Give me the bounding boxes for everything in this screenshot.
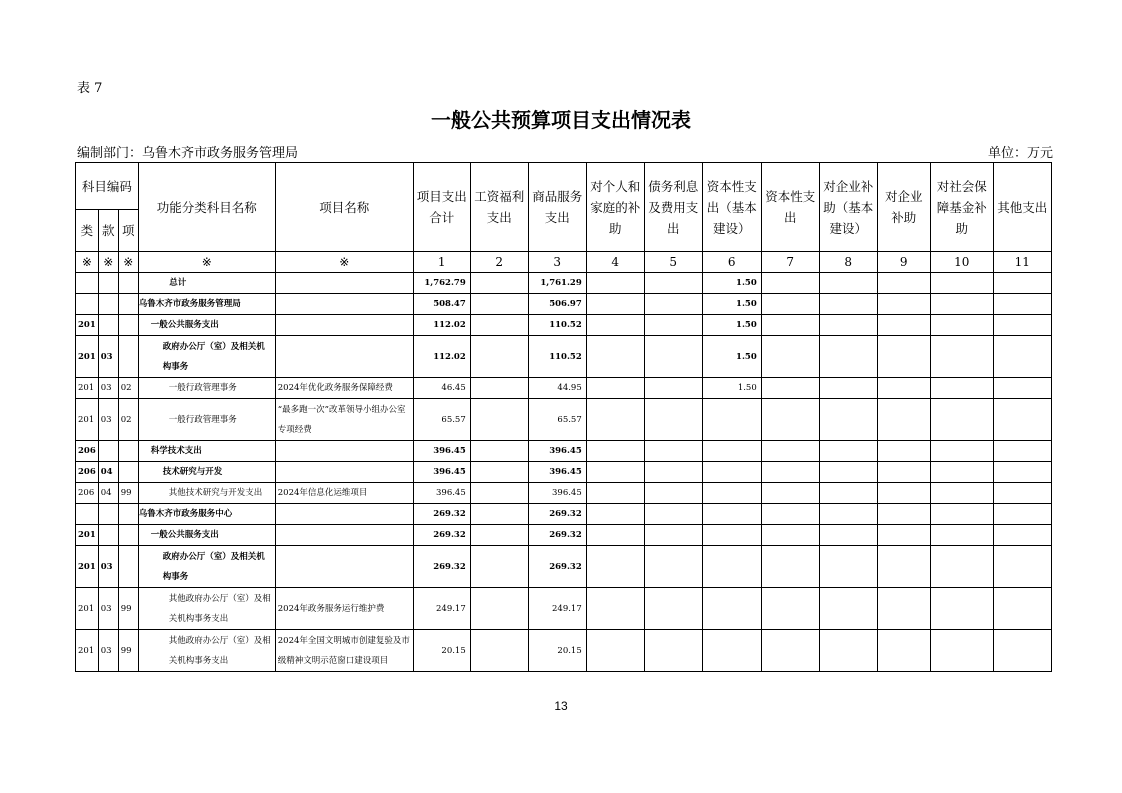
kuan-cell xyxy=(98,273,118,294)
symbol-cell: 9 xyxy=(877,252,930,273)
value-cell-4 xyxy=(586,294,644,315)
func-name-cell: 其他技术研究与开发支出 xyxy=(138,483,275,504)
value-cell-10 xyxy=(930,588,993,630)
table-row xyxy=(76,336,1052,378)
value-cell-9 xyxy=(877,525,930,546)
value-cell-4 xyxy=(586,588,644,630)
table-row xyxy=(76,504,1052,525)
col8-header: 对企业补助（基本建设） xyxy=(819,163,877,252)
value-cell-6 xyxy=(702,462,761,483)
table-row xyxy=(76,483,1052,504)
lei-cell: 206 xyxy=(76,462,99,483)
value-cell-5 xyxy=(644,483,702,504)
col10-header: 对社会保障基金补助 xyxy=(930,163,993,252)
col1-header: 项目支出合计 xyxy=(413,163,470,252)
xiang-cell xyxy=(118,336,138,378)
value-cell-9 xyxy=(877,483,930,504)
col11-header: 其他支出 xyxy=(993,163,1051,252)
func-name-cell: 一般行政管理事务 xyxy=(138,378,275,399)
value-cell-2 xyxy=(470,294,528,315)
symbol-cell: 4 xyxy=(586,252,644,273)
table-row xyxy=(76,546,1052,588)
table-row xyxy=(76,315,1052,336)
value-cell-2 xyxy=(470,378,528,399)
value-cell-11 xyxy=(993,336,1051,378)
value-cell-3: 65.57 xyxy=(528,399,586,441)
table-row xyxy=(76,378,1052,399)
col2-header: 工资福利支出 xyxy=(470,163,528,252)
value-cell-10 xyxy=(930,336,993,378)
value-cell-10 xyxy=(930,630,993,672)
value-cell-11 xyxy=(993,462,1051,483)
value-cell-10 xyxy=(930,399,993,441)
value-cell-7 xyxy=(761,630,819,672)
kuan-header: 款 xyxy=(98,210,118,252)
value-cell-11 xyxy=(993,399,1051,441)
value-cell-3: 110.52 xyxy=(528,315,586,336)
value-cell-2 xyxy=(470,525,528,546)
value-cell-5 xyxy=(644,378,702,399)
lei-cell: 201 xyxy=(76,336,99,378)
value-cell-9 xyxy=(877,462,930,483)
kuan-cell xyxy=(98,294,118,315)
value-cell-7 xyxy=(761,294,819,315)
value-cell-1: 269.32 xyxy=(413,525,470,546)
xiang-header: 项 xyxy=(118,210,138,252)
value-cell-8 xyxy=(819,336,877,378)
kuan-cell xyxy=(98,315,118,336)
value-cell-6: 1.50 xyxy=(702,294,761,315)
value-cell-10 xyxy=(930,546,993,588)
xiang-cell: 99 xyxy=(118,588,138,630)
value-cell-4 xyxy=(586,630,644,672)
func-name-cell: 政府办公厅（室）及相关机构事务 xyxy=(138,546,275,588)
lei-cell: 201 xyxy=(76,399,99,441)
value-cell-1: 20.15 xyxy=(413,630,470,672)
code-group-header: 科目编码 xyxy=(76,163,139,210)
value-cell-5 xyxy=(644,588,702,630)
func-name-cell: 一般行政管理事务 xyxy=(138,399,275,441)
value-cell-2 xyxy=(470,546,528,588)
value-cell-2 xyxy=(470,483,528,504)
func-name-cell: 其他政府办公厅（室）及相关机构事务支出 xyxy=(138,630,275,672)
value-cell-6: 1.50 xyxy=(702,378,761,399)
value-cell-10 xyxy=(930,504,993,525)
col3-header: 商品服务支出 xyxy=(528,163,586,252)
value-cell-8 xyxy=(819,273,877,294)
value-cell-11 xyxy=(993,483,1051,504)
value-cell-1: 396.45 xyxy=(413,441,470,462)
value-cell-8 xyxy=(819,525,877,546)
lei-cell: 201 xyxy=(76,315,99,336)
xiang-cell: 02 xyxy=(118,399,138,441)
xiang-cell xyxy=(118,315,138,336)
value-cell-2 xyxy=(470,504,528,525)
table-row xyxy=(76,399,1052,441)
value-cell-7 xyxy=(761,441,819,462)
value-cell-4 xyxy=(586,462,644,483)
proj-name-cell: “最多跑一次”改革领导小组办公室专项经费 xyxy=(275,399,413,441)
kuan-cell: 03 xyxy=(98,546,118,588)
value-cell-7 xyxy=(761,462,819,483)
xiang-cell: 99 xyxy=(118,483,138,504)
value-cell-3: 269.32 xyxy=(528,504,586,525)
lei-cell: 206 xyxy=(76,441,99,462)
value-cell-9 xyxy=(877,441,930,462)
page-number: 13 xyxy=(554,699,568,713)
value-cell-5 xyxy=(644,462,702,483)
value-cell-11 xyxy=(993,441,1051,462)
value-cell-8 xyxy=(819,630,877,672)
value-cell-8 xyxy=(819,378,877,399)
value-cell-6 xyxy=(702,441,761,462)
value-cell-5 xyxy=(644,336,702,378)
value-cell-5 xyxy=(644,294,702,315)
value-cell-5 xyxy=(644,399,702,441)
xiang-cell: 02 xyxy=(118,378,138,399)
value-cell-9 xyxy=(877,588,930,630)
value-cell-4 xyxy=(586,483,644,504)
value-cell-5 xyxy=(644,441,702,462)
value-cell-10 xyxy=(930,441,993,462)
value-cell-8 xyxy=(819,546,877,588)
xiang-cell xyxy=(118,504,138,525)
symbol-cell: 6 xyxy=(702,252,761,273)
proj-name-cell xyxy=(275,525,413,546)
value-cell-7 xyxy=(761,378,819,399)
lei-cell: 201 xyxy=(76,378,99,399)
value-cell-7 xyxy=(761,504,819,525)
func-name-cell: 科学技术支出 xyxy=(138,441,275,462)
value-cell-8 xyxy=(819,588,877,630)
func-name-cell: 一般公共服务支出 xyxy=(138,525,275,546)
value-cell-11 xyxy=(993,315,1051,336)
value-cell-3: 269.32 xyxy=(528,546,586,588)
value-cell-3: 1,761.29 xyxy=(528,273,586,294)
value-cell-9 xyxy=(877,546,930,588)
value-cell-6 xyxy=(702,546,761,588)
value-cell-10 xyxy=(930,378,993,399)
value-cell-11 xyxy=(993,525,1051,546)
value-cell-5 xyxy=(644,273,702,294)
value-cell-8 xyxy=(819,462,877,483)
lei-cell: 201 xyxy=(76,588,99,630)
lei-header: 类 xyxy=(76,210,99,252)
value-cell-9 xyxy=(877,294,930,315)
value-cell-7 xyxy=(761,588,819,630)
value-cell-9 xyxy=(877,399,930,441)
value-cell-8 xyxy=(819,315,877,336)
value-cell-9 xyxy=(877,378,930,399)
value-cell-9 xyxy=(877,336,930,378)
value-cell-11 xyxy=(993,378,1051,399)
value-cell-3: 506.97 xyxy=(528,294,586,315)
table-body xyxy=(76,273,1052,672)
symbol-cell: 2 xyxy=(470,252,528,273)
value-cell-3: 20.15 xyxy=(528,630,586,672)
value-cell-10 xyxy=(930,462,993,483)
kuan-cell: 03 xyxy=(98,336,118,378)
symbol-cell: 3 xyxy=(528,252,586,273)
value-cell-1: 112.02 xyxy=(413,315,470,336)
value-cell-6 xyxy=(702,588,761,630)
value-cell-8 xyxy=(819,294,877,315)
value-cell-3: 396.45 xyxy=(528,483,586,504)
value-cell-6 xyxy=(702,504,761,525)
value-cell-7 xyxy=(761,336,819,378)
value-cell-5 xyxy=(644,315,702,336)
symbol-cell: ※ xyxy=(138,252,275,273)
value-cell-5 xyxy=(644,630,702,672)
xiang-cell xyxy=(118,441,138,462)
proj-name-header: 项目名称 xyxy=(275,163,413,252)
value-cell-4 xyxy=(586,546,644,588)
value-cell-10 xyxy=(930,294,993,315)
xiang-cell xyxy=(118,525,138,546)
func-name-cell: 其他政府办公厅（室）及相关机构事务支出 xyxy=(138,588,275,630)
kuan-cell: 03 xyxy=(98,399,118,441)
value-cell-10 xyxy=(930,525,993,546)
lei-cell: 201 xyxy=(76,546,99,588)
lei-cell: 206 xyxy=(76,483,99,504)
value-cell-2 xyxy=(470,336,528,378)
value-cell-10 xyxy=(930,315,993,336)
value-cell-7 xyxy=(761,546,819,588)
value-cell-6 xyxy=(702,483,761,504)
xiang-cell xyxy=(118,294,138,315)
value-cell-1: 508.47 xyxy=(413,294,470,315)
value-cell-1: 112.02 xyxy=(413,336,470,378)
value-cell-11 xyxy=(993,273,1051,294)
col6-header: 资本性支出（基本建设） xyxy=(702,163,761,252)
value-cell-7 xyxy=(761,315,819,336)
value-cell-11 xyxy=(993,630,1051,672)
symbol-cell: 10 xyxy=(930,252,993,273)
lei-cell: 201 xyxy=(76,525,99,546)
table-number: 表 7 xyxy=(77,81,103,96)
value-cell-6 xyxy=(702,525,761,546)
value-cell-1: 65.57 xyxy=(413,399,470,441)
value-cell-3: 269.32 xyxy=(528,525,586,546)
value-cell-10 xyxy=(930,483,993,504)
kuan-cell: 04 xyxy=(98,462,118,483)
value-cell-4 xyxy=(586,336,644,378)
value-cell-6: 1.50 xyxy=(702,315,761,336)
proj-name-cell xyxy=(275,315,413,336)
value-cell-4 xyxy=(586,273,644,294)
page-title: 一般公共预算项目支出情况表 xyxy=(431,108,691,132)
lei-cell xyxy=(76,294,99,315)
func-name-cell: 政府办公厅（室）及相关机构事务 xyxy=(138,336,275,378)
value-cell-5 xyxy=(644,525,702,546)
table-row xyxy=(76,588,1052,630)
proj-name-cell xyxy=(275,336,413,378)
symbol-cell: ※ xyxy=(275,252,413,273)
value-cell-1: 249.17 xyxy=(413,588,470,630)
func-name-header: 功能分类科目名称 xyxy=(138,163,275,252)
value-cell-6: 1.50 xyxy=(702,336,761,378)
value-cell-8 xyxy=(819,441,877,462)
value-cell-3: 110.52 xyxy=(528,336,586,378)
value-cell-4 xyxy=(586,525,644,546)
proj-name-cell xyxy=(275,462,413,483)
symbol-cell: 7 xyxy=(761,252,819,273)
value-cell-2 xyxy=(470,273,528,294)
value-cell-5 xyxy=(644,546,702,588)
col5-header: 债务利息及费用支出 xyxy=(644,163,702,252)
value-cell-9 xyxy=(877,315,930,336)
value-cell-11 xyxy=(993,294,1051,315)
value-cell-2 xyxy=(470,462,528,483)
value-cell-10 xyxy=(930,273,993,294)
kuan-cell xyxy=(98,504,118,525)
value-cell-4 xyxy=(586,378,644,399)
value-cell-8 xyxy=(819,399,877,441)
value-cell-3: 396.45 xyxy=(528,462,586,483)
value-cell-7 xyxy=(761,525,819,546)
value-cell-2 xyxy=(470,588,528,630)
value-cell-7 xyxy=(761,399,819,441)
department-label: 编制部门：乌鲁木齐市政务服务管理局 xyxy=(77,146,299,161)
value-cell-2 xyxy=(470,630,528,672)
value-cell-1: 1,762.79 xyxy=(413,273,470,294)
value-cell-1: 269.32 xyxy=(413,504,470,525)
table-row xyxy=(76,630,1052,672)
kuan-cell: 03 xyxy=(98,378,118,399)
table-row xyxy=(76,273,1052,294)
value-cell-11 xyxy=(993,504,1051,525)
col7-header: 资本性支出 xyxy=(761,163,819,252)
value-cell-2 xyxy=(470,399,528,441)
value-cell-7 xyxy=(761,483,819,504)
value-cell-1: 396.45 xyxy=(413,483,470,504)
proj-name-cell xyxy=(275,441,413,462)
symbol-cell: ※ xyxy=(76,252,99,273)
value-cell-3: 44.95 xyxy=(528,378,586,399)
value-cell-9 xyxy=(877,630,930,672)
symbol-cell: ※ xyxy=(118,252,138,273)
func-name-cell: 乌鲁木齐市政务服务管理局 xyxy=(138,294,275,315)
func-name-cell: 一般公共服务支出 xyxy=(138,315,275,336)
proj-name-cell xyxy=(275,273,413,294)
kuan-cell: 03 xyxy=(98,588,118,630)
symbol-cell: 5 xyxy=(644,252,702,273)
unit-label: 单位：万元 xyxy=(987,146,1053,161)
table-row xyxy=(76,441,1052,462)
table-row xyxy=(76,525,1052,546)
col4-header: 对个人和家庭的补助 xyxy=(586,163,644,252)
lei-cell xyxy=(76,273,99,294)
value-cell-7 xyxy=(761,273,819,294)
value-cell-11 xyxy=(993,588,1051,630)
col9-header: 对企业补助 xyxy=(877,163,930,252)
proj-name-cell xyxy=(275,546,413,588)
value-cell-4 xyxy=(586,315,644,336)
budget-table xyxy=(75,162,1052,672)
proj-name-cell: 2024年政务服务运行维护费 xyxy=(275,588,413,630)
lei-cell: 201 xyxy=(76,630,99,672)
value-cell-6 xyxy=(702,399,761,441)
xiang-cell xyxy=(118,546,138,588)
proj-name-cell: 2024年全国文明城市创建复验及市级精神文明示范窗口建设项目 xyxy=(275,630,413,672)
value-cell-1: 46.45 xyxy=(413,378,470,399)
kuan-cell xyxy=(98,441,118,462)
xiang-cell xyxy=(118,273,138,294)
symbol-cell: 1 xyxy=(413,252,470,273)
value-cell-3: 249.17 xyxy=(528,588,586,630)
xiang-cell: 99 xyxy=(118,630,138,672)
value-cell-4 xyxy=(586,441,644,462)
value-cell-1: 396.45 xyxy=(413,462,470,483)
proj-name-cell xyxy=(275,504,413,525)
value-cell-2 xyxy=(470,315,528,336)
proj-name-cell: 2024年信息化运维项目 xyxy=(275,483,413,504)
value-cell-5 xyxy=(644,504,702,525)
func-name-cell: 乌鲁木齐市政务服务中心 xyxy=(138,504,275,525)
func-name-cell: 技术研究与开发 xyxy=(138,462,275,483)
value-cell-3: 396.45 xyxy=(528,441,586,462)
symbol-cell: ※ xyxy=(98,252,118,273)
symbol-cell: 8 xyxy=(819,252,877,273)
value-cell-11 xyxy=(993,546,1051,588)
value-cell-8 xyxy=(819,483,877,504)
value-cell-4 xyxy=(586,399,644,441)
value-cell-9 xyxy=(877,273,930,294)
proj-name-cell xyxy=(275,294,413,315)
value-cell-6 xyxy=(702,630,761,672)
value-cell-4 xyxy=(586,504,644,525)
symbol-cell: 11 xyxy=(993,252,1051,273)
value-cell-2 xyxy=(470,441,528,462)
proj-name-cell: 2024年优化政务服务保障经费 xyxy=(275,378,413,399)
table-row xyxy=(76,462,1052,483)
func-name-cell: 总计 xyxy=(138,273,275,294)
kuan-cell: 04 xyxy=(98,483,118,504)
value-cell-6: 1.50 xyxy=(702,273,761,294)
value-cell-8 xyxy=(819,504,877,525)
kuan-cell: 03 xyxy=(98,630,118,672)
kuan-cell xyxy=(98,525,118,546)
table-header xyxy=(76,163,1052,252)
symbol-row xyxy=(76,252,1052,273)
table-row xyxy=(76,294,1052,315)
xiang-cell xyxy=(118,462,138,483)
lei-cell xyxy=(76,504,99,525)
value-cell-1: 269.32 xyxy=(413,546,470,588)
value-cell-9 xyxy=(877,504,930,525)
